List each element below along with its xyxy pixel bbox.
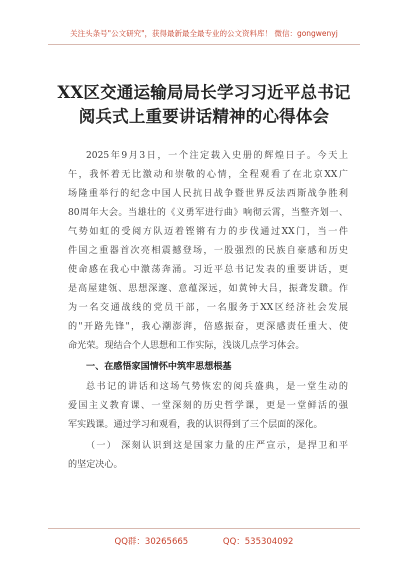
text-line: 80周年大会。当雄壮的《义勇军进行曲》响彻云霄，当整齐划一、 [68, 208, 348, 218]
footer-divider [48, 528, 360, 529]
header-divider [48, 44, 360, 45]
text-line: 件国之重器首次亮相震撼登场，一股强烈的民族自豪感和历史 [68, 246, 348, 256]
document-title-line-1: XX区交通运输局局长学习习近平总书记 [57, 83, 351, 102]
text-line: 为一名交通战线的党员干部，一名服务于XX区经济社会发展 [68, 303, 348, 313]
footer-qq: QQ：535304092 [222, 537, 294, 547]
footer [0, 535, 408, 547]
text-line: 场隆重举行的纪念中国人民抗日战争暨世界反法西斯战争胜利 [68, 189, 348, 199]
text-line: （一） 深刻认识到这是国家力量的庄严宣示，是捍卫和平 [86, 441, 348, 451]
text-line: 总书记的讲话和这场气势恢宏的阅兵盛典，是一堂生动的 [86, 382, 348, 392]
text-line: 是高屋建瓴、思想深邃、意蕴深远，如黄钟大吕，振聋发聩。作 [68, 284, 348, 294]
header-note: 关注头条号"公文研究"，获得最新最全最专业的公文资料库！ 微信：gongwenyj [70, 29, 338, 38]
text-line: 2025年9月3日，一个注定载入史册的辉煌日子。今天上 [86, 151, 348, 161]
text-line: 命光荣。现结合个人思想和工作实际，浅谈几点学习体会。 [68, 341, 305, 351]
text-line: 的"开路先锋"，我心潮澎湃，倍感振奋，更深感责任重大、使 [68, 322, 348, 332]
text-line: 午，我怀着无比激动和崇敬的心情，全程观看了在北京XX广 [68, 170, 348, 180]
text-line: 的坚定决心。 [68, 460, 123, 470]
section-heading-1: 一、在感悟家国情怀中筑牢思想根基 [86, 361, 232, 372]
text-line: 爱国主义教育课、一堂深刻的历史哲学课，更是一堂鲜活的强 [68, 401, 348, 411]
footer-qq-group: QQ群：30265665 [114, 537, 189, 547]
text-line: 军实践课。通过学习和观看，我的认识得到了三个层面的深化。 [68, 420, 323, 430]
text-line: 使命感在我心中激荡奔涌。习近平总书记发表的重要讲话，更 [68, 265, 348, 275]
document-title-line-2: 阅兵式上重要讲话精神的心得体会 [78, 107, 330, 126]
text-line: 气势如虹的受阅方队迈着铿锵有力的步伐通过XX门，当一件 [68, 227, 348, 237]
